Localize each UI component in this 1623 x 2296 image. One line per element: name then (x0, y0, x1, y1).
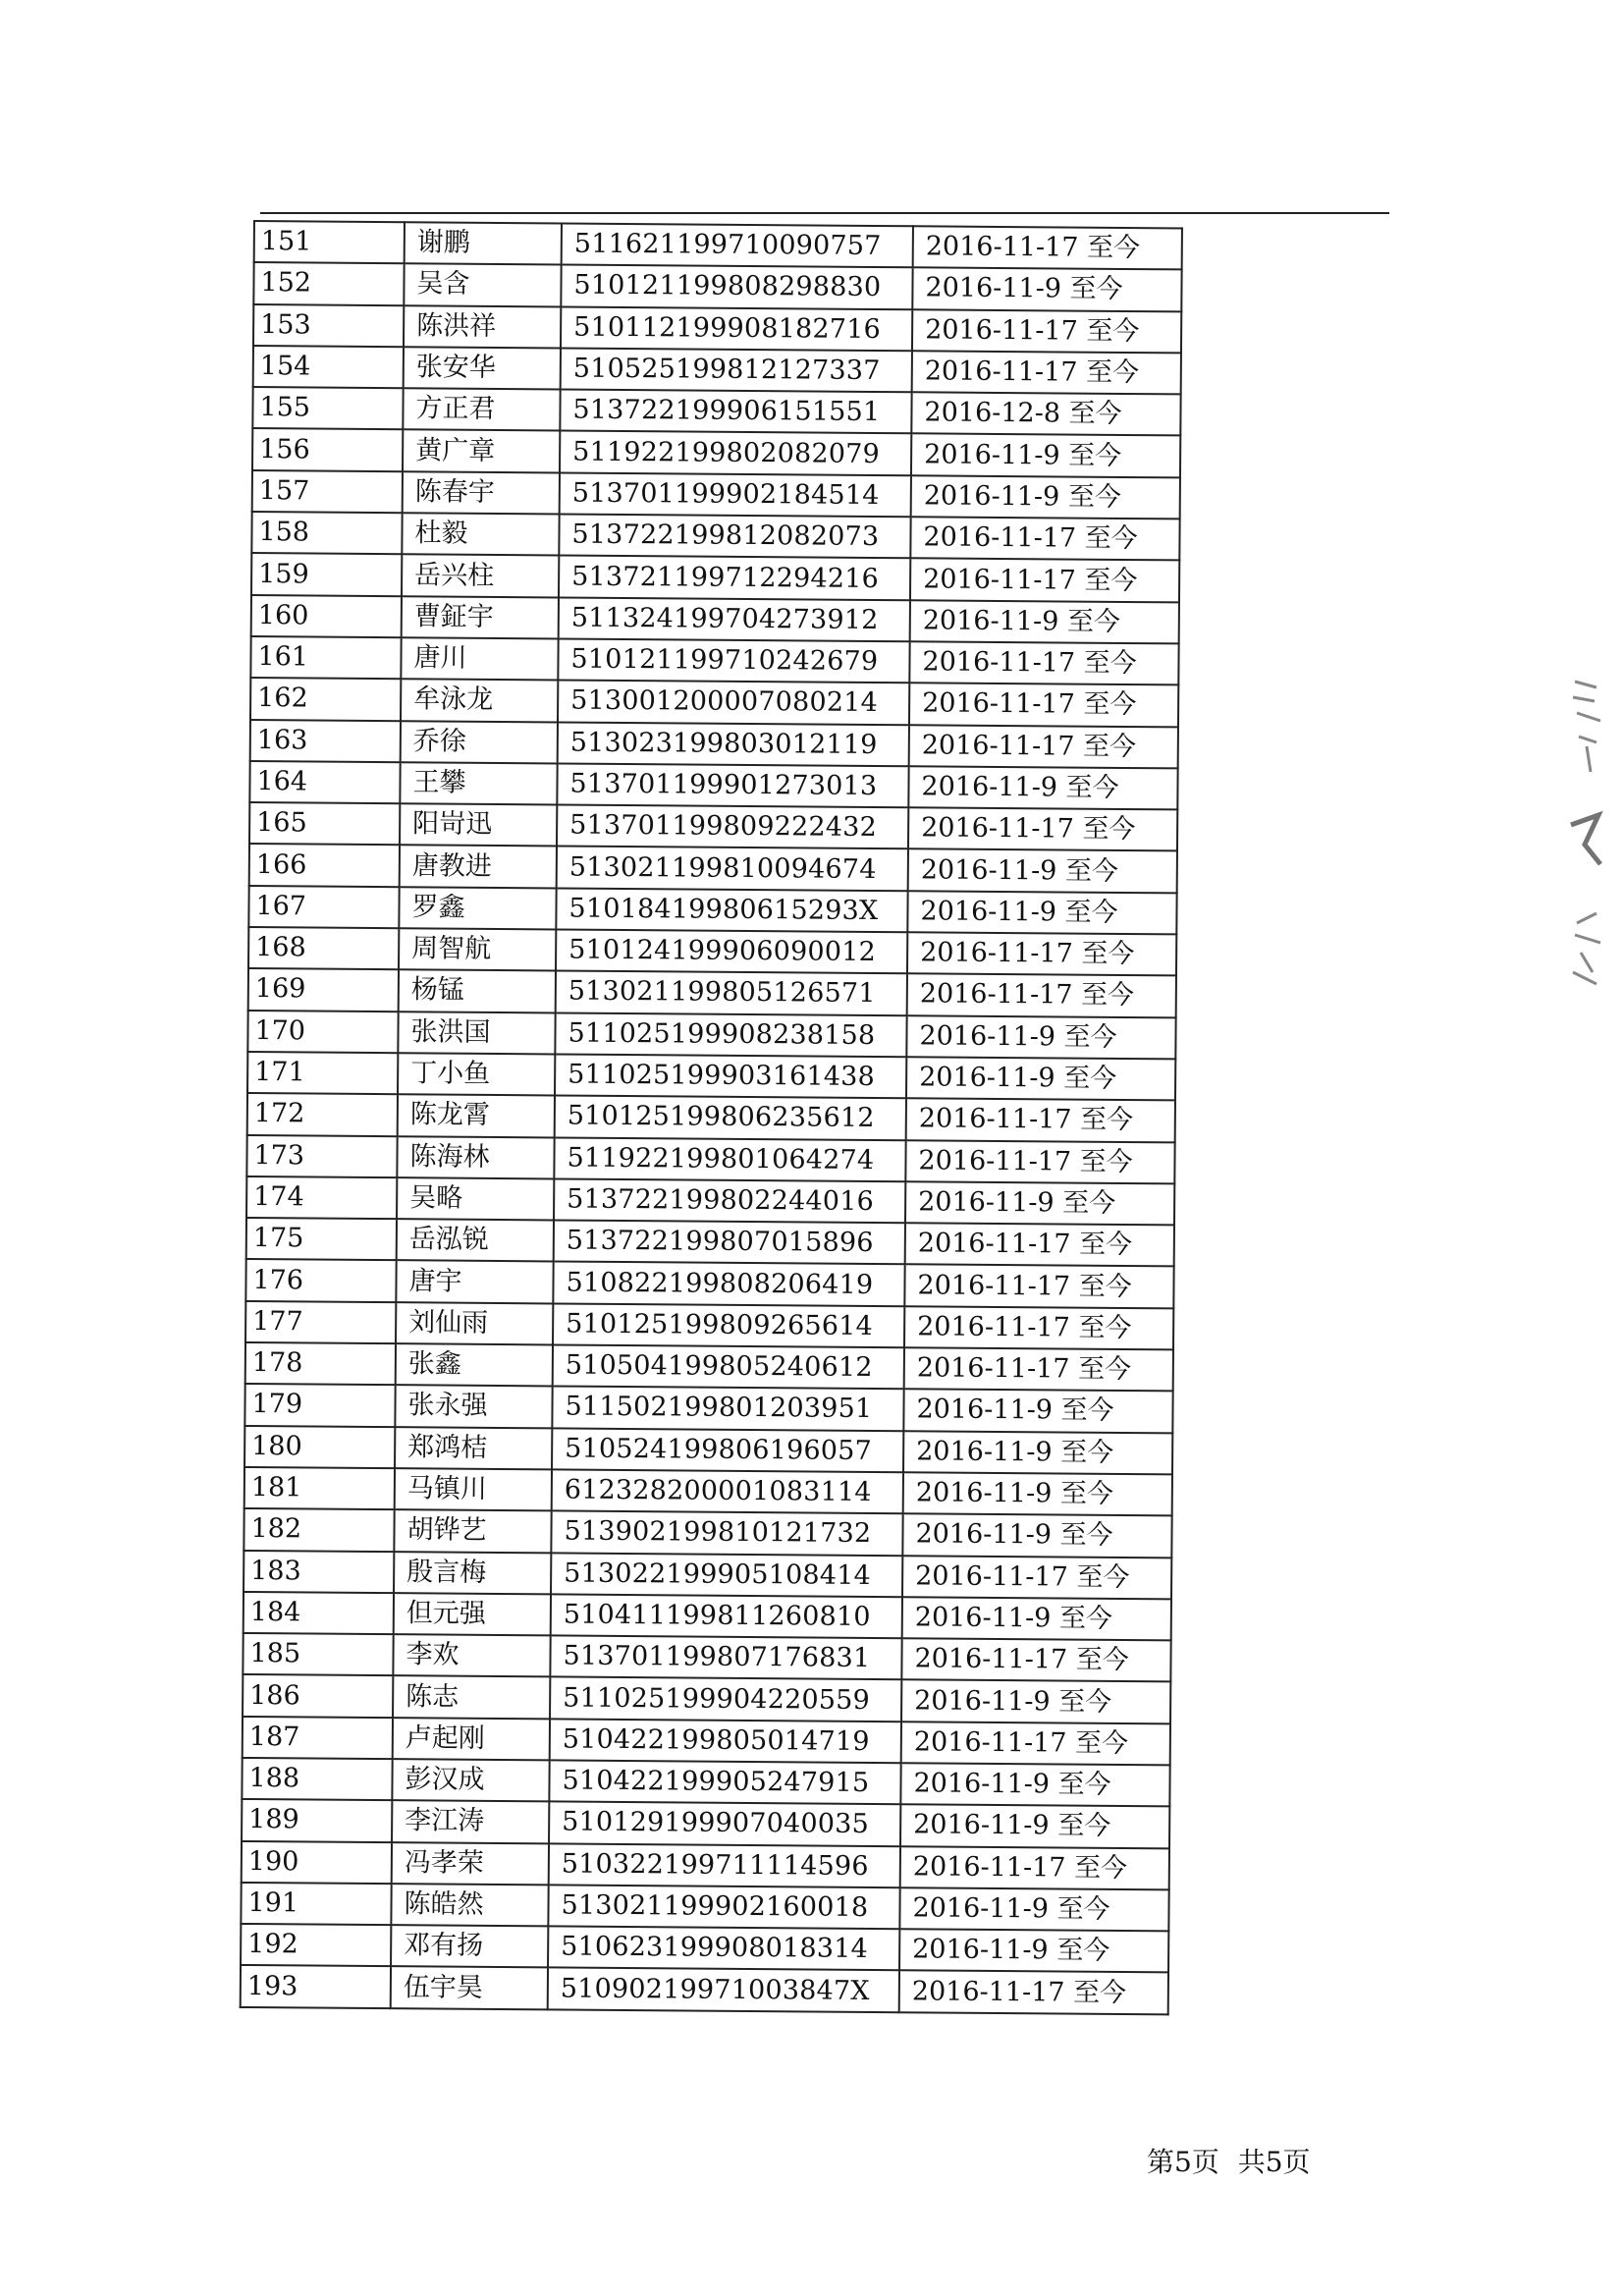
page-footer: 第5页 共5页 (1147, 2146, 1311, 2178)
row-number-cell: 156 (252, 428, 403, 470)
id-number-cell: 513701199807176831 (550, 1636, 901, 1680)
table-row (246, 1218, 1174, 1267)
row-number-cell: 164 (249, 761, 400, 803)
person-name-cell: 冯孝荣 (392, 1842, 549, 1886)
row-number-cell: 182 (243, 1508, 394, 1551)
enrollment-period-cell: 2016-11-17 至今 (907, 932, 1176, 975)
enrollment-period-cell: 2016-11-9 至今 (908, 849, 1177, 893)
enrollment-period-cell: 2016-11-17 至今 (907, 974, 1176, 1017)
enrollment-period-cell: 2016-11-17 至今 (909, 683, 1178, 727)
enrollment-period-cell: 2016-11-17 至今 (909, 641, 1178, 684)
id-number-cell: 513021199902160018 (548, 1885, 899, 1929)
id-number-cell: 510129199907040035 (549, 1802, 900, 1846)
person-name-cell: 丁小鱼 (398, 1053, 555, 1096)
table-row (249, 802, 1177, 851)
table-row (243, 1717, 1170, 1766)
row-number-cell: 161 (250, 636, 401, 679)
id-number-cell: 510322199711114596 (549, 1843, 900, 1887)
enrollment-period-cell: 2016-11-9 至今 (912, 268, 1181, 311)
person-name-cell: 方正君 (403, 388, 560, 431)
row-number-cell: 154 (253, 346, 404, 388)
id-number-cell: 513701199809222432 (557, 805, 908, 849)
id-number-cell: 511324199704273912 (559, 597, 910, 641)
row-number-cell: 176 (245, 1259, 396, 1301)
id-number-cell: 513701199902184514 (560, 472, 911, 517)
table-row (244, 1384, 1172, 1433)
enrollment-period-cell: 2016-11-17 至今 (900, 1846, 1169, 1889)
row-number-cell: 192 (241, 1924, 391, 1966)
person-name-cell: 邓有扬 (391, 1925, 548, 1968)
id-number-cell: 513722199802244016 (554, 1178, 905, 1223)
id-number-cell: 510422199805014719 (550, 1719, 901, 1763)
table-row (243, 1633, 1170, 1682)
table-row (243, 1508, 1171, 1558)
table-row (242, 1841, 1169, 1890)
enrollment-period-cell: 2016-11-9 至今 (902, 1513, 1171, 1557)
id-number-cell: 513021199805126571 (556, 971, 907, 1015)
enrollment-period-cell: 2016-11-17 至今 (912, 309, 1181, 353)
seal-stamp-fragment (1567, 678, 1606, 1002)
enrollment-period-cell: 2016-11-9 至今 (911, 434, 1180, 477)
person-name-cell: 谢鹏 (405, 222, 562, 265)
person-name-cell: 但元强 (394, 1593, 551, 1636)
row-number-cell: 180 (244, 1426, 395, 1468)
row-number-cell: 184 (243, 1592, 394, 1634)
id-number-cell: 513902199810121732 (551, 1511, 902, 1556)
table-row (252, 428, 1180, 477)
table-row (247, 1052, 1175, 1101)
person-name-cell: 彭汉成 (392, 1759, 549, 1802)
header-rule (260, 212, 1389, 214)
row-number-cell: 189 (242, 1799, 392, 1841)
enrollment-period-cell: 2016-11-17 至今 (912, 351, 1181, 394)
person-name-cell: 李江涛 (392, 1800, 549, 1843)
person-name-cell: 李欢 (393, 1634, 550, 1677)
table-row (254, 221, 1182, 270)
person-name-cell: 郑鸿桔 (395, 1427, 552, 1470)
table-row (245, 1259, 1173, 1308)
person-name-cell: 吴含 (404, 264, 561, 307)
person-name-cell: 张安华 (404, 347, 561, 390)
person-name-cell: 王攀 (400, 762, 557, 805)
row-number-cell: 172 (247, 1093, 398, 1135)
table-row (248, 968, 1176, 1017)
table-row (253, 262, 1181, 311)
person-name-cell: 张洪国 (398, 1011, 555, 1055)
person-name-cell: 阳岢迅 (400, 803, 557, 847)
id-number-cell: 510411199811260810 (551, 1594, 902, 1638)
row-number-cell: 167 (248, 886, 399, 928)
id-number-cell: 510125199806235612 (555, 1096, 906, 1140)
row-number-cell: 151 (254, 221, 405, 263)
enrollment-period-cell: 2016-11-9 至今 (911, 475, 1180, 519)
table-row (245, 1342, 1173, 1392)
id-number-cell: 511025199903161438 (555, 1054, 906, 1098)
enrollment-period-cell: 2016-11-9 至今 (899, 1887, 1168, 1931)
row-number-cell: 173 (246, 1135, 397, 1177)
id-number-cell: 510124199906090012 (556, 929, 907, 973)
person-name-cell: 陈志 (393, 1676, 550, 1720)
id-number-cell: 510112199908182716 (561, 306, 912, 351)
enrollment-period-cell: 2016-11-9 至今 (910, 600, 1179, 643)
table-row (248, 927, 1176, 976)
table-row (253, 304, 1181, 354)
row-number-cell: 155 (252, 387, 403, 429)
enrollment-period-cell: 2016-12-8 至今 (911, 392, 1180, 435)
table-row (244, 1426, 1172, 1475)
enrollment-period-cell: 2016-11-9 至今 (903, 1390, 1172, 1433)
row-number-cell: 183 (243, 1550, 394, 1592)
row-number-cell: 163 (250, 720, 401, 762)
table-row (246, 1176, 1174, 1226)
id-number-cell: 51090219971003847X (548, 1968, 899, 2012)
row-number-cell: 190 (242, 1841, 392, 1884)
table-row (241, 1883, 1168, 1932)
id-number-cell: 511922199801064274 (554, 1137, 905, 1181)
person-name-cell: 卢起刚 (393, 1718, 550, 1761)
roster-table (240, 220, 1183, 2015)
row-number-cell: 168 (248, 927, 399, 969)
id-number-cell: 513722199906151551 (560, 390, 911, 434)
person-name-cell: 唐川 (401, 637, 558, 681)
row-number-cell: 185 (243, 1633, 393, 1675)
enrollment-period-cell: 2016-11-17 至今 (901, 1638, 1170, 1681)
row-number-cell: 169 (248, 968, 399, 1011)
row-number-cell: 187 (243, 1717, 393, 1759)
row-number-cell: 177 (245, 1301, 396, 1343)
id-number-cell: 513722199807015896 (554, 1221, 905, 1265)
id-number-cell: 510504199805240612 (553, 1344, 904, 1389)
table-row (249, 761, 1177, 810)
row-number-cell: 152 (253, 262, 404, 304)
person-name-cell: 张永强 (395, 1385, 552, 1428)
person-name-cell: 牟泳龙 (401, 679, 558, 722)
table-row (250, 720, 1178, 769)
enrollment-period-cell: 2016-11-17 至今 (910, 517, 1179, 560)
person-name-cell: 罗鑫 (399, 887, 556, 930)
table-row (245, 1301, 1173, 1350)
row-number-cell: 174 (246, 1176, 397, 1219)
person-name-cell: 刘仙雨 (396, 1302, 553, 1345)
enrollment-period-cell: 2016-11-17 至今 (910, 559, 1179, 602)
roster-body (241, 221, 1182, 2014)
table-row (250, 678, 1178, 727)
table-row (243, 1674, 1170, 1723)
table-row (241, 1924, 1168, 1973)
id-number-cell: 511502199801203951 (552, 1387, 903, 1431)
row-number-cell: 186 (243, 1674, 393, 1717)
id-number-cell: 51018419980615293X (556, 888, 907, 932)
id-number-cell: 510121199710242679 (558, 638, 909, 683)
person-name-cell: 陈春宇 (403, 471, 560, 515)
person-name-cell: 唐宇 (396, 1261, 553, 1304)
enrollment-period-cell: 2016-11-9 至今 (901, 1680, 1170, 1723)
id-number-cell: 513022199905108414 (551, 1553, 902, 1597)
enrollment-period-cell: 2016-11-17 至今 (908, 807, 1177, 850)
table-row (243, 1592, 1171, 1641)
table-row (250, 636, 1178, 685)
table-row (251, 595, 1179, 644)
id-number-cell: 510525199812127337 (561, 348, 912, 392)
enrollment-period-cell: 2016-11-9 至今 (900, 1805, 1169, 1848)
table-row (247, 1011, 1175, 1060)
row-number-cell: 175 (246, 1218, 397, 1260)
enrollment-period-cell: 2016-11-9 至今 (907, 891, 1176, 934)
row-number-cell: 188 (242, 1758, 392, 1800)
person-name-cell: 伍宇昊 (391, 1967, 548, 2010)
id-number-cell: 511922199802082079 (560, 431, 911, 475)
id-number-cell: 513701199901273013 (557, 763, 908, 807)
id-number-cell: 510121199808298830 (561, 265, 912, 309)
table-row (242, 1758, 1169, 1807)
id-number-cell: 513023199803012119 (558, 722, 909, 766)
row-number-cell: 179 (244, 1384, 395, 1426)
enrollment-period-cell: 2016-11-17 至今 (906, 1098, 1175, 1141)
enrollment-period-cell: 2016-11-17 至今 (905, 1140, 1174, 1183)
enrollment-period-cell: 2016-11-17 至今 (901, 1722, 1170, 1765)
row-number-cell: 191 (241, 1883, 391, 1925)
id-number-cell: 612328200001083114 (552, 1469, 903, 1513)
person-name-cell: 唐教进 (400, 846, 557, 889)
row-number-cell: 178 (245, 1342, 396, 1385)
row-number-cell: 170 (247, 1011, 398, 1053)
person-name-cell: 黄广章 (403, 430, 560, 473)
row-number-cell: 160 (251, 595, 402, 637)
row-number-cell: 193 (241, 1965, 391, 2007)
person-name-cell: 张鑫 (396, 1343, 553, 1387)
person-name-cell: 殷言梅 (394, 1552, 551, 1595)
person-name-cell: 乔徐 (401, 721, 558, 764)
enrollment-period-cell: 2016-11-9 至今 (903, 1431, 1172, 1474)
id-number-cell: 510422199905247915 (549, 1760, 900, 1804)
id-number-cell: 513722199812082073 (559, 515, 910, 559)
person-name-cell: 吴略 (397, 1177, 554, 1221)
person-name-cell: 岳泓锐 (397, 1219, 554, 1262)
id-number-cell: 510125199809265614 (553, 1303, 904, 1347)
id-number-cell: 511025199904220559 (550, 1677, 901, 1722)
enrollment-period-cell: 2016-11-17 至今 (902, 1556, 1171, 1599)
enrollment-period-cell: 2016-11-17 至今 (904, 1265, 1173, 1308)
table-row (249, 844, 1177, 893)
row-number-cell: 181 (244, 1467, 395, 1509)
id-number-cell: 510822199808206419 (553, 1262, 904, 1306)
row-number-cell: 157 (252, 470, 403, 513)
person-name-cell: 周智航 (399, 928, 556, 971)
table-row (252, 470, 1180, 519)
person-name-cell: 杨锰 (399, 970, 556, 1013)
table-row (242, 1799, 1169, 1848)
person-name-cell: 杜毅 (402, 513, 559, 556)
row-number-cell: 158 (251, 512, 402, 554)
id-number-cell: 510623199908018314 (548, 1927, 899, 1971)
table-row (243, 1550, 1171, 1599)
enrollment-period-cell: 2016-11-17 至今 (905, 1223, 1174, 1266)
row-number-cell: 166 (249, 844, 400, 886)
enrollment-period-cell: 2016-11-9 至今 (899, 1929, 1168, 1972)
enrollment-period-cell: 2016-11-9 至今 (908, 766, 1177, 809)
person-name-cell: 陈洪祥 (404, 305, 561, 349)
enrollment-period-cell: 2016-11-17 至今 (904, 1306, 1173, 1349)
table-row (247, 1093, 1175, 1142)
table-row (251, 553, 1179, 602)
id-number-cell: 511025199908238158 (555, 1012, 906, 1057)
id-number-cell: 513721199712294216 (559, 556, 910, 600)
row-number-cell: 165 (249, 802, 400, 845)
row-number-cell: 153 (253, 304, 404, 347)
person-name-cell: 胡铧艺 (394, 1509, 551, 1553)
person-name-cell: 陈龙霄 (398, 1094, 555, 1137)
enrollment-period-cell: 2016-11-17 至今 (913, 226, 1182, 269)
person-name-cell: 马镇川 (395, 1468, 552, 1511)
table-row (246, 1135, 1174, 1184)
id-number-cell: 510524199806196057 (552, 1428, 903, 1472)
enrollment-period-cell: 2016-11-9 至今 (903, 1472, 1172, 1515)
person-name-cell: 陈海林 (397, 1136, 554, 1179)
enrollment-period-cell: 2016-11-9 至今 (906, 1057, 1175, 1100)
person-name-cell: 陈皓然 (391, 1884, 548, 1927)
row-number-cell: 171 (247, 1052, 398, 1094)
person-name-cell: 岳兴柱 (402, 555, 559, 598)
enrollment-period-cell: 2016-11-17 至今 (904, 1347, 1173, 1391)
enrollment-period-cell: 2016-11-17 至今 (899, 1971, 1168, 2014)
enrollment-period-cell: 2016-11-9 至今 (906, 1015, 1175, 1059)
enrollment-period-cell: 2016-11-9 至今 (900, 1763, 1169, 1806)
enrollment-period-cell: 2016-11-9 至今 (902, 1597, 1171, 1640)
row-number-cell: 162 (250, 678, 401, 720)
table-row (248, 886, 1176, 935)
table-row (253, 346, 1181, 395)
enrollment-period-cell: 2016-11-9 至今 (905, 1181, 1174, 1225)
person-name-cell: 曹鉦宇 (402, 596, 559, 639)
id-number-cell: 513021199810094674 (557, 847, 908, 891)
table-row (252, 387, 1180, 436)
enrollment-period-cell: 2016-11-17 至今 (909, 725, 1178, 768)
id-number-cell: 513001200007080214 (558, 681, 909, 725)
row-number-cell: 159 (251, 553, 402, 595)
id-number-cell: 511621199710090757 (562, 223, 913, 267)
table-row (251, 512, 1179, 561)
table-row (244, 1467, 1172, 1516)
table-row (241, 1965, 1168, 2014)
